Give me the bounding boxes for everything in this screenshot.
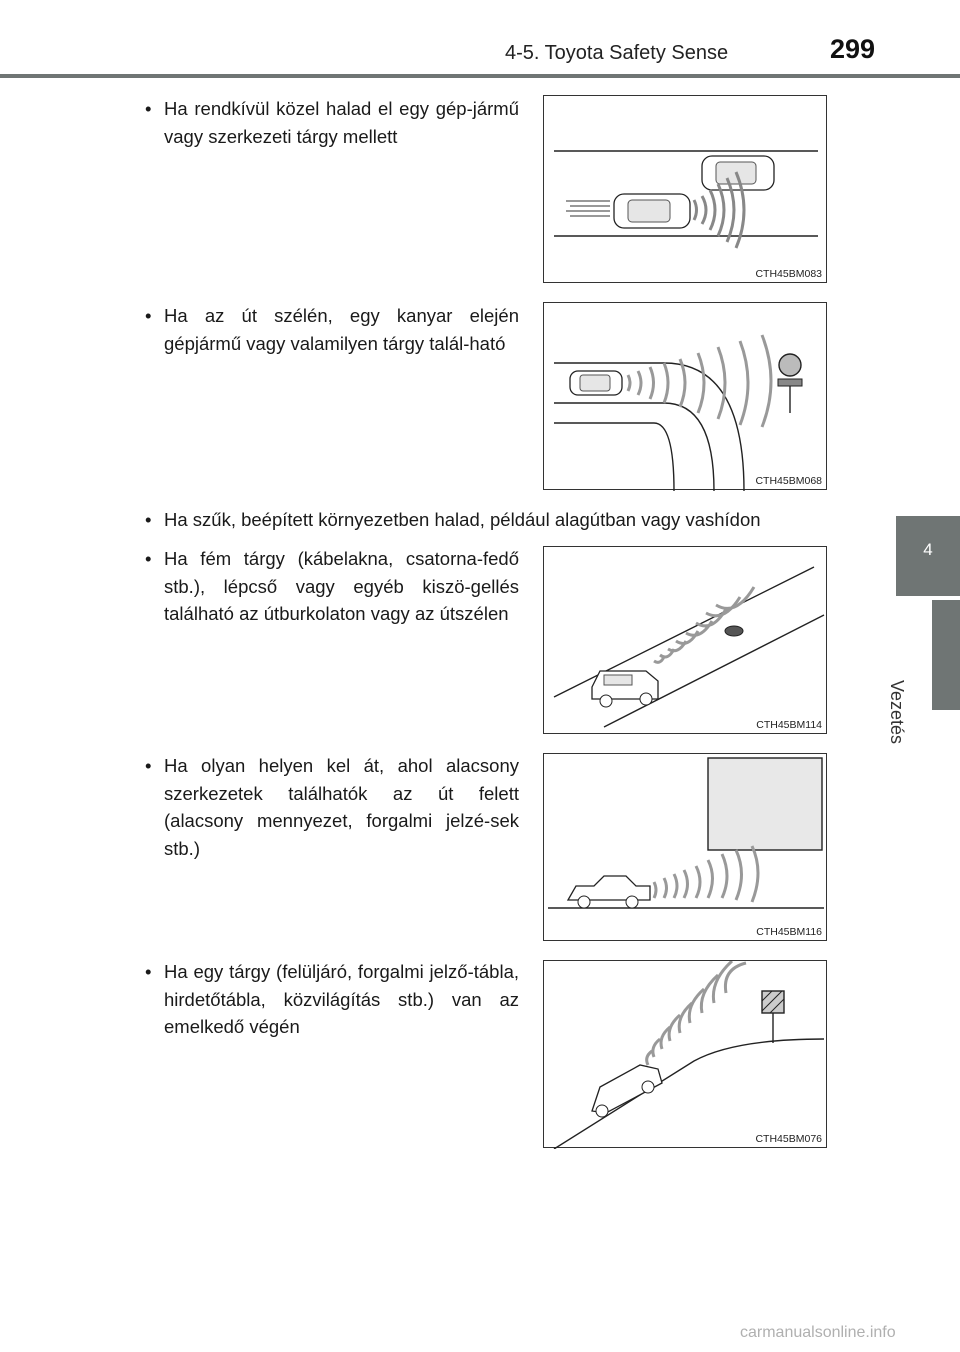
bullet: • <box>145 98 152 119</box>
figure-code: CTH45BM083 <box>755 268 822 280</box>
item-text: Ha olyan helyen kel át, ahol alacsony szerkezetek találhatók az út felett (alacsony mennyezet, forgalmi jelzé-sek stb.) <box>164 755 519 859</box>
bullet: • <box>145 548 152 569</box>
figure-code: CTH45BM116 <box>756 926 822 938</box>
chapter-tab <box>896 516 960 596</box>
figure-code: CTH45BM114 <box>756 719 822 731</box>
item-text: Ha egy tárgy (felüljáró, forgalmi jelző-tábla, hirdetőtábla, közvilágítás stb.) van az emelkedő végén <box>164 961 519 1037</box>
chapter-label: Vezetés <box>887 680 907 745</box>
curve-sign-icon <box>544 303 828 491</box>
manhole-icon <box>544 547 828 735</box>
watermark: carmanualsonline.info <box>740 1324 896 1341</box>
chapter-number: 4 <box>923 540 933 559</box>
header-divider <box>0 74 960 78</box>
chapter-label-area <box>887 600 936 745</box>
section-title: 4-5. Toyota Safety Sense <box>505 42 729 64</box>
figure-code: CTH45BM076 <box>755 1133 822 1145</box>
figure-low-structure <box>543 753 827 941</box>
bullet: • <box>145 509 152 530</box>
item-text: Ha szűk, beépített környezetben halad, például alagútban vagy vashídon <box>164 509 761 530</box>
figure-curve-sign <box>543 302 827 490</box>
figure-code: CTH45BM068 <box>755 475 822 487</box>
list-item <box>145 752 519 862</box>
item-text: Ha az út szélén, egy kanyar elején gépjármű vagy valamilyen tárgy talál-ható <box>164 305 519 354</box>
list-item <box>145 958 519 1041</box>
figure-manhole <box>543 546 827 734</box>
list-item <box>145 95 519 150</box>
uphill-sign-icon <box>544 961 828 1149</box>
bullet: • <box>145 961 152 982</box>
bullet: • <box>145 755 152 776</box>
item-text: Ha fém tárgy (kábelakna, csatorna-fedő stb.), lépcső vagy egyéb kiszö-gellés található az útburkolaton vagy az útszélen <box>164 548 519 624</box>
item-text: Ha rendkívül közel halad el egy gép-jármű vagy szerkezeti tárgy mellett <box>164 98 519 147</box>
chapter-bar <box>932 600 960 710</box>
list-item <box>145 506 865 534</box>
passing-car-icon <box>544 96 828 284</box>
figure-uphill-sign <box>543 960 827 1148</box>
page-number: 299 <box>830 34 876 64</box>
low-structure-icon <box>544 754 828 942</box>
bullet: • <box>145 305 152 326</box>
list-item <box>145 302 519 357</box>
figure-passing-car <box>543 95 827 283</box>
list-item <box>145 545 519 628</box>
